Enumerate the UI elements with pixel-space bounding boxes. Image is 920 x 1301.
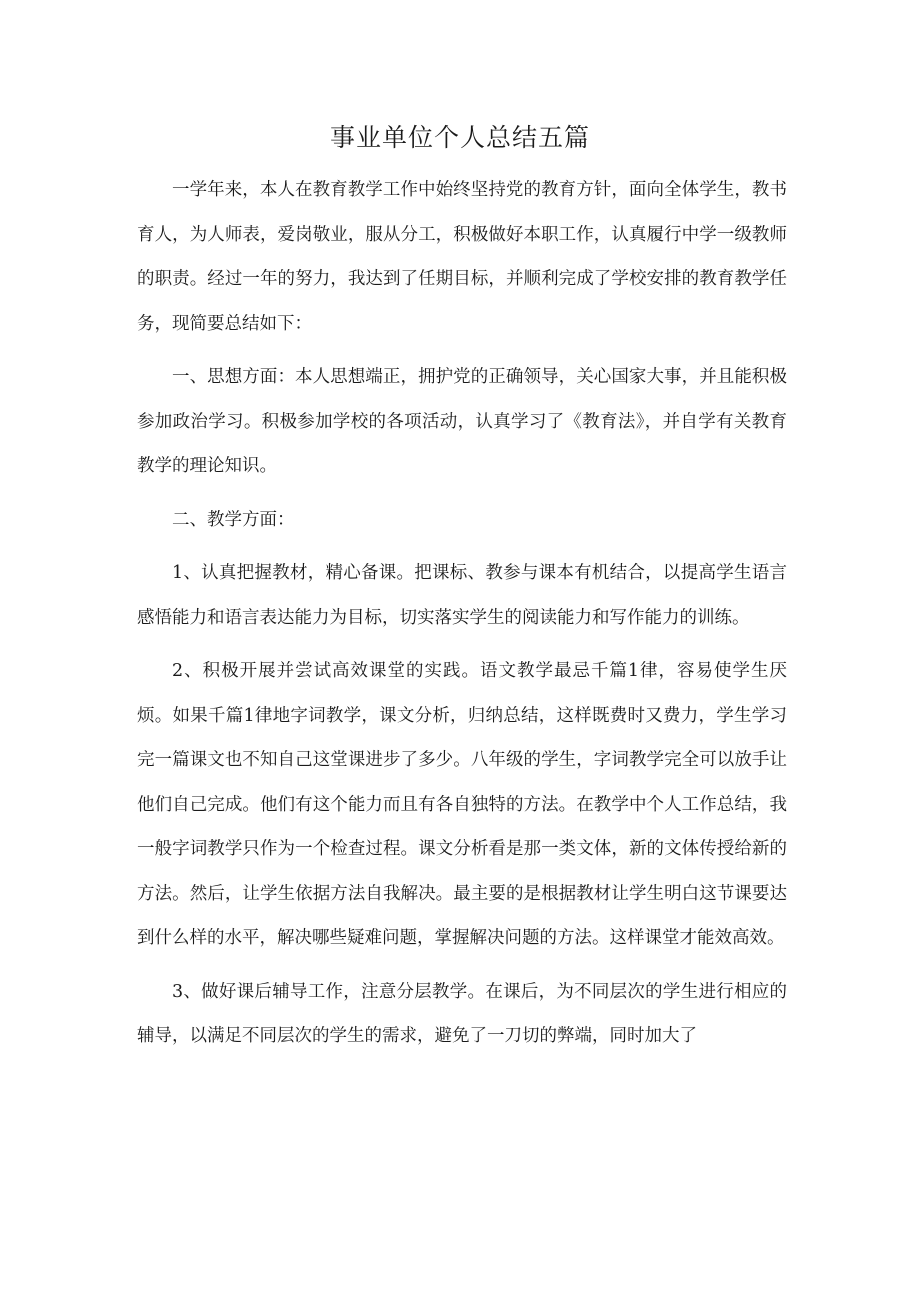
paragraph-teaching-2: 2、积极开展并尝试高效课堂的实践。语文教学最忌千篇1律，容易使学生厌烦。如果千篇1律地字词教学，课文分析，归纳总结，这样既费时又费力，学生学习完一篇课文也不知自己这堂课进步了多少。八年级的学生，字词教学完全可以放手让他们自己完成。他们有这个能力而且有各自独特的方法。在教学中个人工作总结，我一般字词教学只作为一个检查过程。课文分析看是那一类文体，新的文体传授给新的方法。然后，让学生依据方法自我解决。最主要的是根据教材让学生明白这节课要达到什么样的水平，解决哪些疑难问题，掌握解决问题的方法。这样课堂才能效高效。 <box>137 661 787 948</box>
document-title: 事业单位个人总结五篇 <box>329 123 590 152</box>
paragraph-ideology: 一、思想方面：本人思想端正，拥护党的正确领导，关心国家大事，并且能积极参加政治学习。积极参加学校的各项活动，认真学习了《教育法》，并自学有关教育教学的理论知识。 <box>137 367 787 476</box>
paragraph-teaching-1: 1、认真把握教材，精心备课。把课标、教参与课本有机结合，以提高学生语言感悟能力和语言表达能力为目标，切实落实学生的阅读能力和写作能力的训练。 <box>137 563 787 628</box>
paragraph-intro: 一学年来，本人在教育教学工作中始终坚持党的教育方针，面向全体学生，教书育人，为人师表，爱岗敬业，服从分工，积极做好本职工作，认真履行中学一级教师的职责。经过一年的努力，我达到了任期目标，并顺利完成了学校安排的教育教学任务，现简要总结如下： <box>137 180 787 334</box>
section-heading-teaching: 二、教学方面： <box>172 509 295 530</box>
paragraph-teaching-3: 3、做好课后辅导工作，注意分层教学。在课后，为不同层次的学生进行相应的辅导，以满足不同层次的学生的需求，避免了一刀切的弊端，同时加大了 <box>137 981 787 1046</box>
document-body <box>137 168 787 1068</box>
